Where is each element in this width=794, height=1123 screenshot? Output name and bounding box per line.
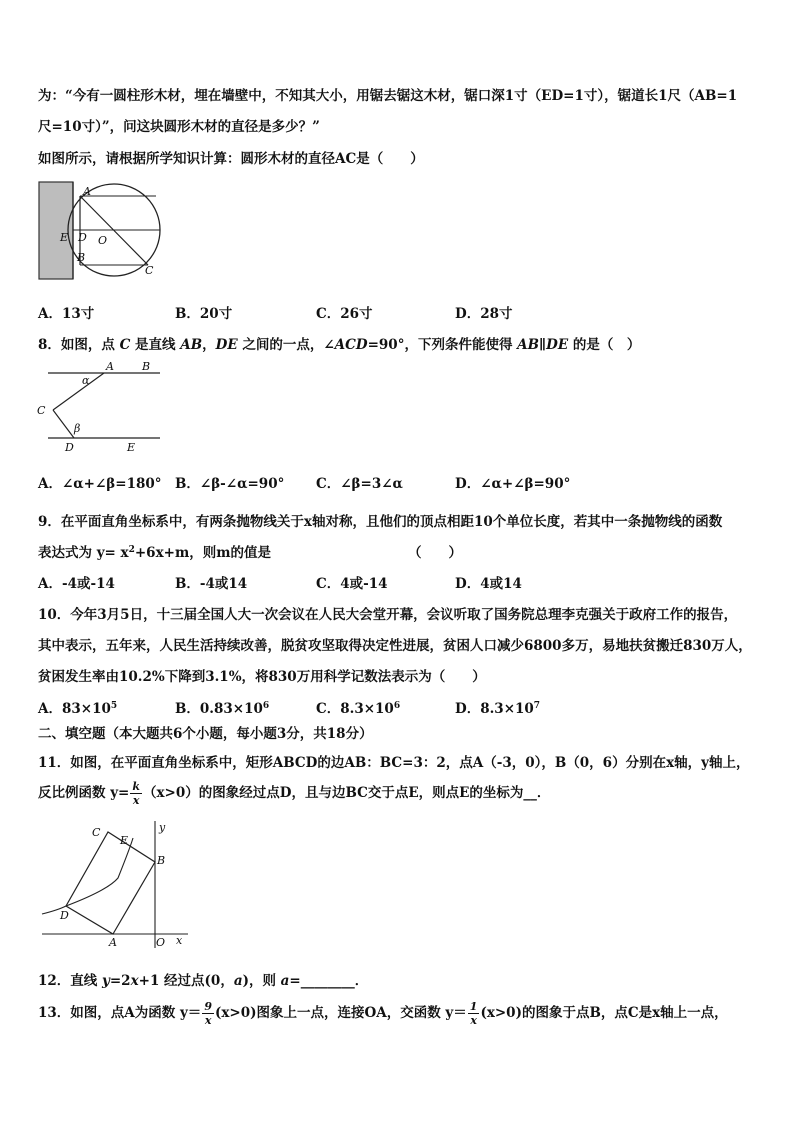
- q7-label-e: E: [60, 231, 69, 244]
- q7-label-a: A: [83, 185, 91, 198]
- q7-line3: 如图所示，请根据所学知识计算：圆形木材的直径AC是（ ）: [38, 151, 424, 167]
- q9-line1: 9．在平面直角坐标系中，有两条抛物线关于x轴对称，且他们的顶点相距10个单位长度，若其中一条抛物线的函数: [38, 514, 723, 530]
- q9-option-d[interactable]: D．4或14: [455, 576, 522, 592]
- q12-line: 12．直线 y=2x+1 经过点(0，a)，则 a=________．: [38, 973, 369, 989]
- q11-coordinate-figure: [38, 818, 198, 952]
- q7-circle-figure: [36, 178, 166, 284]
- q11-label-c: C: [92, 826, 101, 839]
- q10-line1: 10．今年3月5日，十三届全国人大一次会议在人民大会堂开幕，会议听取了国务院总理李克强关于政府工作的报告，: [38, 607, 738, 623]
- q11-label-y: y: [159, 821, 166, 834]
- q10-option-d[interactable]: D．$8.3\times 10^7$: [455, 701, 541, 717]
- q11-label-d: D: [60, 909, 69, 922]
- q8-option-a[interactable]: A．∠α+∠β=180°: [38, 476, 162, 492]
- q8-label-a: A: [106, 360, 114, 373]
- q11-rectangle: [66, 832, 155, 934]
- q9-option-b[interactable]: B．-4或14: [175, 576, 248, 592]
- q8-label-e: E: [127, 441, 136, 454]
- section2-heading: 二、填空题（本大题共6个小题，每小题3分，共18分）: [38, 726, 373, 742]
- q11-line1: 11．如图，在平面直角坐标系中，矩形ABCD的边AB：BC=3：2，点A（-3，0），B（0，6）分别在x轴，y轴上，: [38, 755, 750, 771]
- q9-answer-paren: （ ）: [408, 545, 462, 561]
- q13-fraction-9: $\frac{9}{x}$: [204, 1000, 212, 1027]
- q7-label-c: C: [145, 264, 154, 277]
- q8-option-b[interactable]: B．∠β-∠α=90°: [175, 476, 285, 492]
- q10-line3: 贫困发生率由10.2%下降到3.1%，将830万用科学记数法表示为（ ）: [38, 669, 486, 685]
- q13-line: 13．如图，点A为函数 y＝ $\frac{9}{x}$ (x>0)图象上一点，连接OA，交函数 y＝ $\frac{1}{x}$ (x>0)的图象于点B，点C是x轴上一点，: [38, 1000, 728, 1027]
- q7-line2: 尺=10寸）”，问这块圆形木材的直径是多少？”: [38, 119, 320, 135]
- q11-label-a: A: [109, 936, 117, 949]
- q8-option-d[interactable]: D．∠α+∠β=90°: [455, 476, 571, 492]
- q8-label-c: C: [37, 404, 46, 417]
- q9-option-c[interactable]: C．4或-14: [316, 576, 388, 592]
- q9-option-a[interactable]: A．-4或-14: [38, 576, 115, 592]
- q11-label-e: E: [120, 834, 129, 847]
- q8-segment-ca: [53, 373, 104, 410]
- q7-option-a[interactable]: A．13寸: [38, 306, 95, 322]
- q8-option-c[interactable]: C．∠β=3∠α: [316, 476, 403, 492]
- q10-option-b[interactable]: B．$0.83\times 10^6$: [175, 701, 270, 717]
- q8-label-d: D: [65, 441, 74, 454]
- q10-option-c[interactable]: C．$8.3\times 10^6$: [316, 701, 401, 717]
- q11-line2: 反比例函数 y= $\frac{k}{x}$ （x>0）的图象经过点D，且与边BC交于点E，则点E的坐标为__．: [38, 780, 551, 807]
- q7-line1: 为：“今有一圆柱形木材，埋在墙壁中，不知其大小，用锯去锯这木材，锯口深1寸（ED=1寸），锯道长1尺（AB=1: [38, 88, 738, 104]
- q9-line2: 表达式为 $y= x^2+6x+m$，则m的值是: [38, 545, 272, 561]
- q10-option-a[interactable]: A．$83\times 10^5$: [38, 701, 118, 717]
- q8-label-b: B: [142, 360, 151, 373]
- q7-label-o: O: [98, 234, 108, 247]
- q11-label-o: O: [156, 936, 166, 949]
- q8-label-alpha: α: [82, 374, 90, 387]
- q7-option-b[interactable]: B．20寸: [175, 306, 233, 322]
- q13-fraction-1: $\frac{1}{x}$: [469, 1000, 478, 1027]
- q11-fraction: $\frac{k}{x}$: [132, 780, 140, 807]
- q7-option-c[interactable]: C．26寸: [316, 306, 373, 322]
- q7-label-b: B: [77, 251, 86, 264]
- q7-option-d[interactable]: D．28寸: [455, 306, 513, 322]
- q11-label-x: x: [176, 934, 183, 947]
- q7-label-d: D: [78, 231, 87, 244]
- q8-segment-cd: [53, 410, 74, 438]
- q8-line1: 8．如图，点 C 是直线 AB，DE 之间的一点，∠ACD=90°，下列条件能使得 AB∥DE 的是（ ）: [38, 337, 641, 353]
- q8-parallel-figure: [34, 356, 164, 456]
- q10-line2: 其中表示，五年来，人民生活持续改善，脱贫攻坚取得决定性进展，贫困人口减少6800多万，易地扶贫搬迁830万人，: [38, 638, 752, 654]
- q11-hyperbola: [42, 838, 133, 914]
- q11-label-b: B: [157, 854, 166, 867]
- q8-label-beta: β: [74, 422, 81, 435]
